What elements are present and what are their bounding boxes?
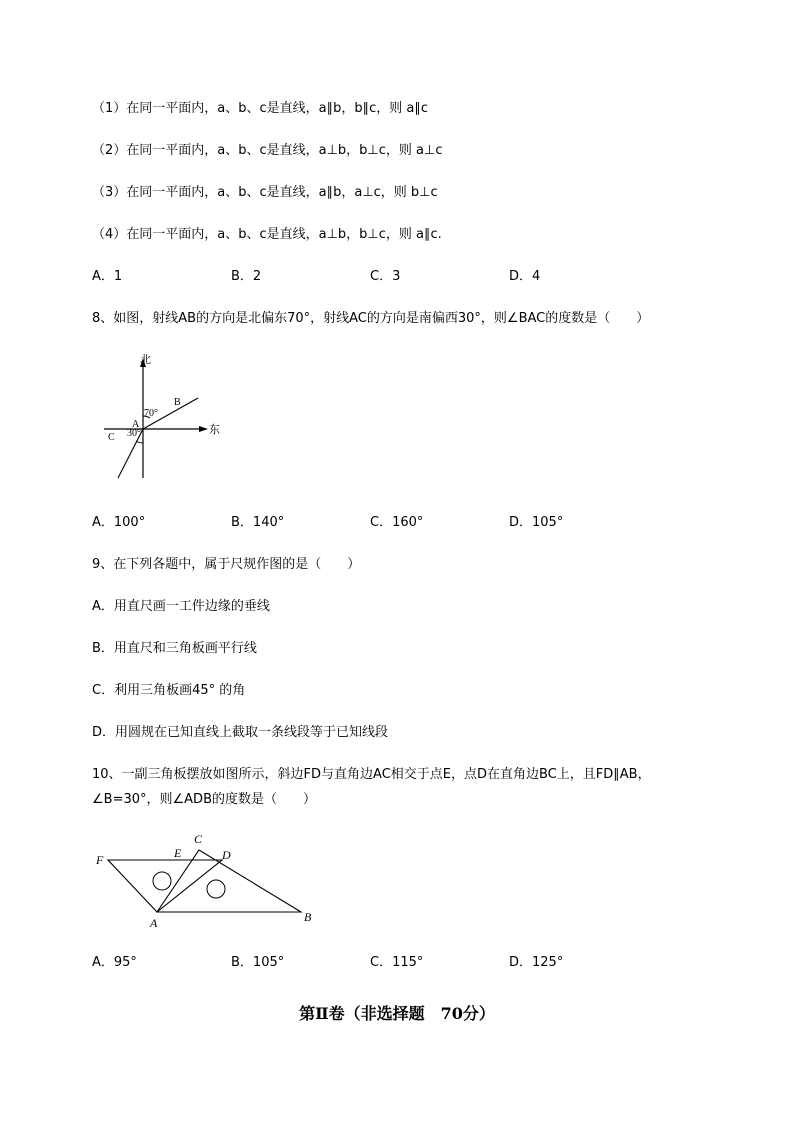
east-label: 东 (209, 424, 220, 436)
q7-option-d: D．4 (509, 269, 541, 284)
q8-option-a: A．100° (92, 515, 146, 530)
q10-option-d: D．125° (509, 955, 564, 970)
q10-triangle-figure (92, 830, 332, 930)
q9-question: 9、在下列各题中，属于尺规作图的是（ ） (92, 557, 361, 572)
q7-option-c: C．3 (370, 269, 401, 284)
angle-30-label: 30° (127, 428, 141, 439)
point-c-label: C (108, 432, 115, 443)
north-label: 北 (140, 354, 151, 366)
angle-70-label: 70° (144, 408, 158, 419)
section-title: 第Ⅱ卷（非选择题 70分） (299, 1004, 495, 1023)
q10-option-b: B．105° (231, 955, 285, 970)
point-d-label: D (222, 848, 231, 862)
q8-direction-figure (98, 350, 238, 490)
q8-option-c: C．160° (370, 515, 424, 530)
point-c-label: C (194, 832, 203, 846)
q9-option-a: A．用直尺画一工件边缘的垂线 (92, 599, 270, 614)
q7-option-b: B．2 (231, 269, 262, 284)
q8-question: 8、如图，射线AB的方向是北偏东70°，射线AC的方向是南偏西30°，则∠BAC的度数是（ ） (92, 311, 650, 326)
q9-option-d: D．用圆规在已知直线上截取一条线段等于已知线段 (92, 725, 389, 740)
q9-option-c: C．利用三角板画45° 的角 (92, 683, 246, 698)
q10-option-a: A．95° (92, 955, 137, 970)
statement-1: （1）在同一平面内，a、b、c是直线，a∥b，b∥c，则 a∥c (92, 101, 429, 116)
q10-question-line2: ∠B=30°，则∠ADB的度数是（ ） (92, 792, 316, 807)
q7-option-a: A．1 (92, 269, 123, 284)
statement-2: （2）在同一平面内，a、b、c是直线，a⊥b，b⊥c，则 a⊥c (92, 143, 443, 158)
q10-option-c: C．115° (370, 955, 424, 970)
point-f-label: F (96, 853, 104, 867)
statement-4: （4）在同一平面内，a、b、c是直线，a⊥b，b⊥c，则 a∥c. (92, 227, 442, 242)
q8-option-b: B．140° (231, 515, 285, 530)
q8-option-d: D．105° (509, 515, 564, 530)
statement-3: （3）在同一平面内，a、b、c是直线，a∥b，a⊥c，则 b⊥c (92, 185, 438, 200)
point-e-label: E (174, 846, 182, 860)
q9-option-b: B．用直尺和三角板画平行线 (92, 641, 257, 656)
point-a-label: A (132, 419, 140, 430)
point-b-label: B (174, 397, 181, 408)
q10-question-line1: 10、一副三角板摆放如图所示，斜边FD与直角边AC相交于点E，点D在直角边BC上，且FD∥AB， (92, 767, 651, 782)
point-b-label: B (304, 910, 312, 924)
point-a-label: A (150, 916, 158, 930)
